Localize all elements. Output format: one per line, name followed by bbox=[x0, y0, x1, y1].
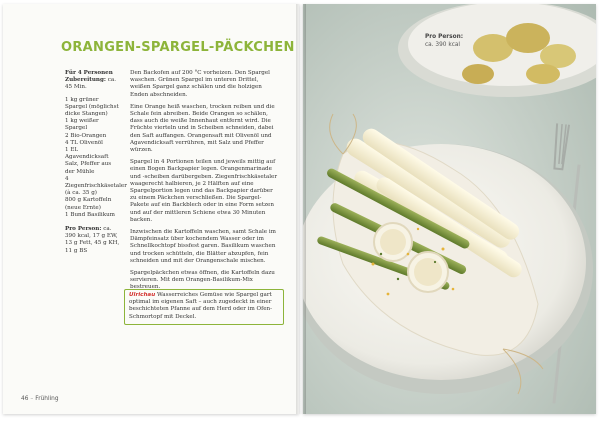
ingredient-item: Salz, Pfeffer aus der Mühle bbox=[65, 161, 112, 175]
step-paragraph: Inzwischen die Kartoffeln waschen, samt Schale im Dämpfeinsatz über kochendem Wasser oder im Schnellkochtopf bissfest garen. Basilikum waschen und trocken schütteln, die Blätter abzupfen, fein schneiden und mit der Orangenschale mischen. bbox=[130, 229, 276, 264]
book-gutter bbox=[296, 4, 306, 414]
badge-label: Pro Person: bbox=[425, 34, 464, 40]
ingredient-item: 4 Ziegenfrischkäsetaler (à ca. 35 g) bbox=[65, 175, 127, 197]
steps-column bbox=[130, 70, 280, 297]
nutrition bbox=[65, 226, 120, 255]
asparagus-dish-photo bbox=[303, 4, 596, 414]
nutrition-badge bbox=[425, 34, 463, 49]
badge-value: ca. 390 kcal bbox=[425, 41, 461, 48]
step-paragraph: Eine Orange heiß waschen, trocken reiben und die Schale fein abreiben. Beide Orangen so schälen, dass auch die weiße Innenhaut entfernt wird. Die Früchte vierteln und in Scheiben schneiden, dabei den Saft auffangen. Orangensaft mit Olivenöl und Agavendicksaft verrühren, mit Salz und Pfeffer würzen. bbox=[130, 103, 275, 154]
recipe-title: ORANGEN-SPARGEL-PÄCKCHEN bbox=[61, 40, 295, 55]
tip-text: Wasserreiches Gemüse wie Spargel gart optimal im eigenen Saft – auch zugedeckt in einer beschichteten Pfanne auf dem Herd oder im Ofen-Schmortopf mit Deckel. bbox=[129, 292, 273, 320]
page-footer bbox=[21, 396, 59, 402]
ingredient-item: 800 g Kartoffeln (neue Ernte) bbox=[65, 197, 112, 211]
servings bbox=[65, 70, 120, 92]
ingredient-item: 2 Bio-Orangen bbox=[65, 132, 107, 139]
footer-separator: – bbox=[30, 396, 34, 402]
step-paragraph: Den Backofen auf 200 °C vorheizen. Den Spargel waschen. Grünen Spargel im unteren Drittel, weißen Spargel ganz schälen und die holzigen Enden abschneiden. bbox=[130, 70, 270, 98]
ingredient-item: 1 Bund Basilikum bbox=[65, 211, 115, 218]
left-page bbox=[3, 4, 299, 414]
ingredient-item: 4 TL Olivenöl bbox=[65, 139, 103, 146]
right-page-photo bbox=[303, 4, 596, 414]
ingredient-list bbox=[65, 96, 127, 219]
ingredients-column bbox=[65, 70, 127, 260]
page-number: 46 bbox=[21, 396, 29, 402]
step-paragraph: Spargelpäckchen etwas öffnen, die Kartoffeln dazu servieren. Mit dem Orangen-Basilikum-Mix bestreuen. bbox=[130, 270, 275, 291]
tip-box bbox=[124, 289, 284, 325]
per-person-label: Pro Person: bbox=[65, 226, 102, 233]
per-person-value: ca. 390 kcal, 17 g EW, 13 g Fett, 45 g KH, 11 g BS bbox=[65, 226, 120, 254]
step-paragraph: Spargel in 4 Portionen teilen und jeweils mittig auf einen Bogen Backpapier legen. Orangenmarinade und -scheiben darübergeben. Ziegenfrischkäsetaler waagerecht halbieren, je 2 Hälften auf eine Spargelportion legen und das Backpapier darüber zu einem Päckchen verschließen. Die Spargel-Pakete auf ein Backblech oder in eine Form setzen und auf der mittleren Schiene etwa 30 Minuten backen. bbox=[130, 159, 278, 223]
ingredient-item: 1 kg grüner Spargel (möglichst dicke Stangen) bbox=[65, 96, 119, 118]
section-name: Frühling bbox=[35, 396, 59, 402]
prep-label: Zubereitung: bbox=[65, 77, 106, 84]
prep-time: ca. 45 Min. bbox=[65, 77, 116, 91]
tip-label: Ulrichau bbox=[129, 292, 156, 298]
ingredient-item: 1 kg weißer Spargel bbox=[65, 118, 99, 132]
ingredient-item: 1 EL Agavendicksaft bbox=[65, 147, 109, 161]
servings-label: Für 4 Personen bbox=[65, 70, 113, 76]
